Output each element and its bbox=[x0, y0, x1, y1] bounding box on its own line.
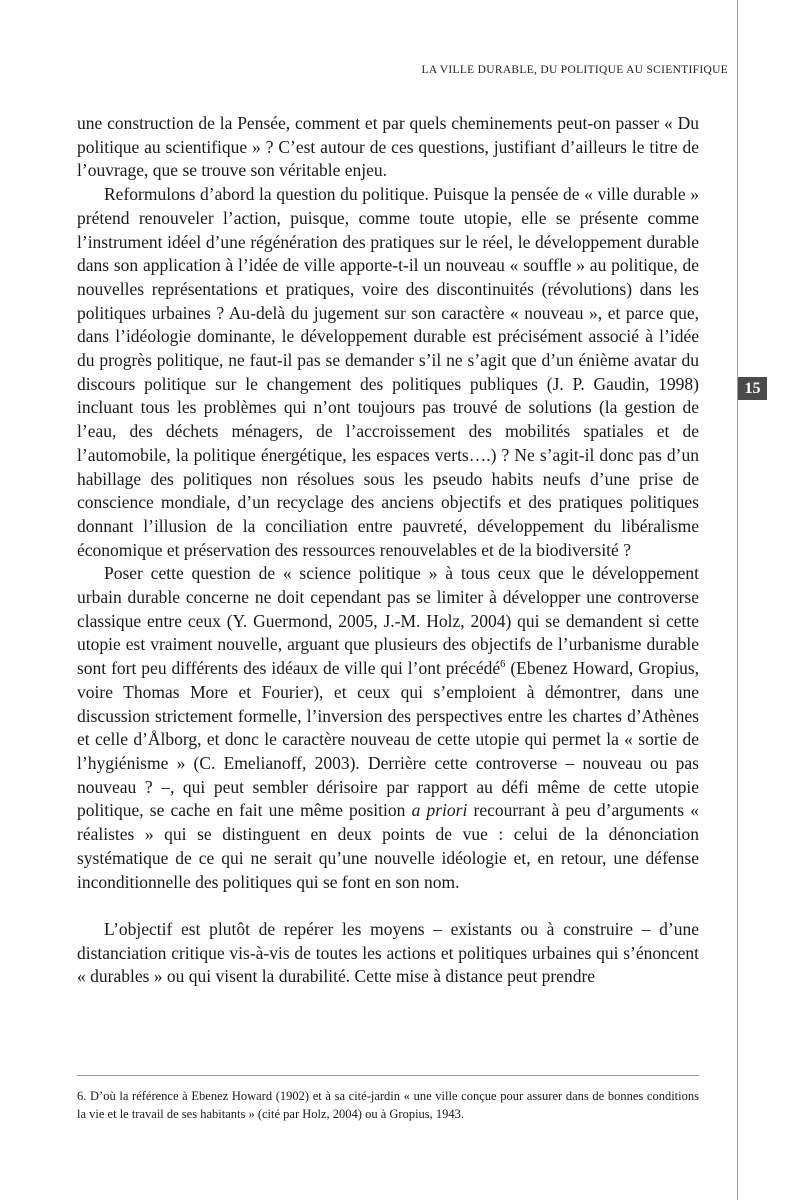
paragraph-4-text: L’objectif est plutôt de repérer les moyens – existants ou à construire – d’une distanciation critique vis-à-vis de toutes les actions et politiques urbaines qui s’énoncent « durables » ou qui visent la durabilité. Cette mise à distance peut prendre bbox=[77, 918, 699, 987]
paragraph-1-text: une construction de la Pensée, comment et par quels cheminements peut-on passer « Du politique au scientifique » ? C’est autour de ces questions, justifiant d’ailleurs le titre de l’ouvrage, que se trouve son véritable enjeu. bbox=[77, 113, 699, 181]
page-number-badge: 15 bbox=[738, 377, 767, 400]
paragraph-3-text-end: recourrant à peu d’arguments « réalistes » qui se distinguent en deux points de vue : celui de la dénonciation systématique de ce qui ne serait qu’une nouvelle idéologie et, en retour, une défense inconditionnelle des politiques qui se font en son nom. bbox=[77, 800, 699, 892]
paragraph-4 bbox=[77, 918, 699, 989]
paragraph-3-text-middle: (Ebenez Howard, Gropius, voire Thomas More et Fourier), et ceux qui s’emploient à démontrer, dans une discussion strictement formelle, l’inversion des perspectives entre les chartes d’Athènes et celle d’Ålborg, et donc le caractère nouveau de cette utopie qui permet la « sortie de l’hygiénisme » (C. Emelianoff, 2003). Derrière cette controverse – nouveau ou pas nouveau ? –, qui peut sembler dérisoire par rapport au défi même de cette utopie politique, se cache en fait une même position bbox=[77, 658, 700, 821]
page-edge-rule bbox=[737, 0, 738, 1200]
running-header-title: LA VILLE DURABLE, DU POLITIQUE AU SCIENTIFIQUE bbox=[421, 64, 728, 76]
footnote-6: 6. D’où la référence à Ebenez Howard (1902) et à sa cité-jardin « une ville conçue pour assurer dans de bonnes conditions la vie et le travail de ses habitants » (cité par Holz, 2004) ou à Gropius, 1943. bbox=[77, 1089, 699, 1121]
footnote-reference[interactable]: 6 bbox=[500, 659, 506, 671]
body-text bbox=[77, 112, 699, 989]
italic-phrase: a priori bbox=[411, 800, 468, 821]
paragraph-2 bbox=[77, 183, 699, 562]
footnote-divider bbox=[77, 1075, 699, 1076]
paragraph-3-text-start: Poser cette question de « science politique » à tous ceux que le développement urbain durable concerne ne doit cependant pas se limiter à développer une controverse classique entre ceux (Y. Guermond, 2005, J.-M. Holz, 2004) qui se demandent si cette utopie est vraiment nouvelle, arguant que plusieurs des objectifs de l’urbanisme durable sont fort peu différents des idéaux de ville qui l’ont précédé bbox=[77, 563, 699, 679]
paragraph-3 bbox=[77, 562, 699, 894]
paragraph-2-text: Reformulons d’abord la question du politique. Puisque la pensée de « ville durable » prétend renouveler l’action, puisque, comme toute utopie, elle se présente comme l’instrument idéel d’une régénération des pratiques sur le réel, le développement durable dans son application à l’idée de ville apporte-t-il un nouveau « souffle » au politique, de nouvelles représentations et pratiques, voire des discontinuités (révolutions) dans les politiques urbaines ? Au-delà du jugement sur son caractère « nouveau », et parce que, dans l’idéologie dominante, le développement durable est précisément associé à l’idée du progrès politique, ne faut-il pas se demander s’il ne s’agit que d’un énième avatar du discours politique sur le changement des politiques publiques (J. P. Gaudin, 1998) incluant tous les problèmes qui n’ont toujours pas trouvé de solutions (la gestion de l’eau, des déchets ménagers, de l’accroissement des mobilités spatiales et de l’automobile, la politique énergétique, les espaces verts….) ? Ne s’agit-il donc pas d’un habillage des politiques non résolues sous les pseudo habits neufs d’une prise de conscience mondiale, d’un recyclage des anciens objectifs et des pratiques politiques donnant l’illusion de la conciliation entre pauvreté, développement du libéralisme économique et préservation des ressources renouvelables et de la biodiversité ? bbox=[77, 184, 699, 560]
paragraph-1 bbox=[77, 112, 699, 183]
